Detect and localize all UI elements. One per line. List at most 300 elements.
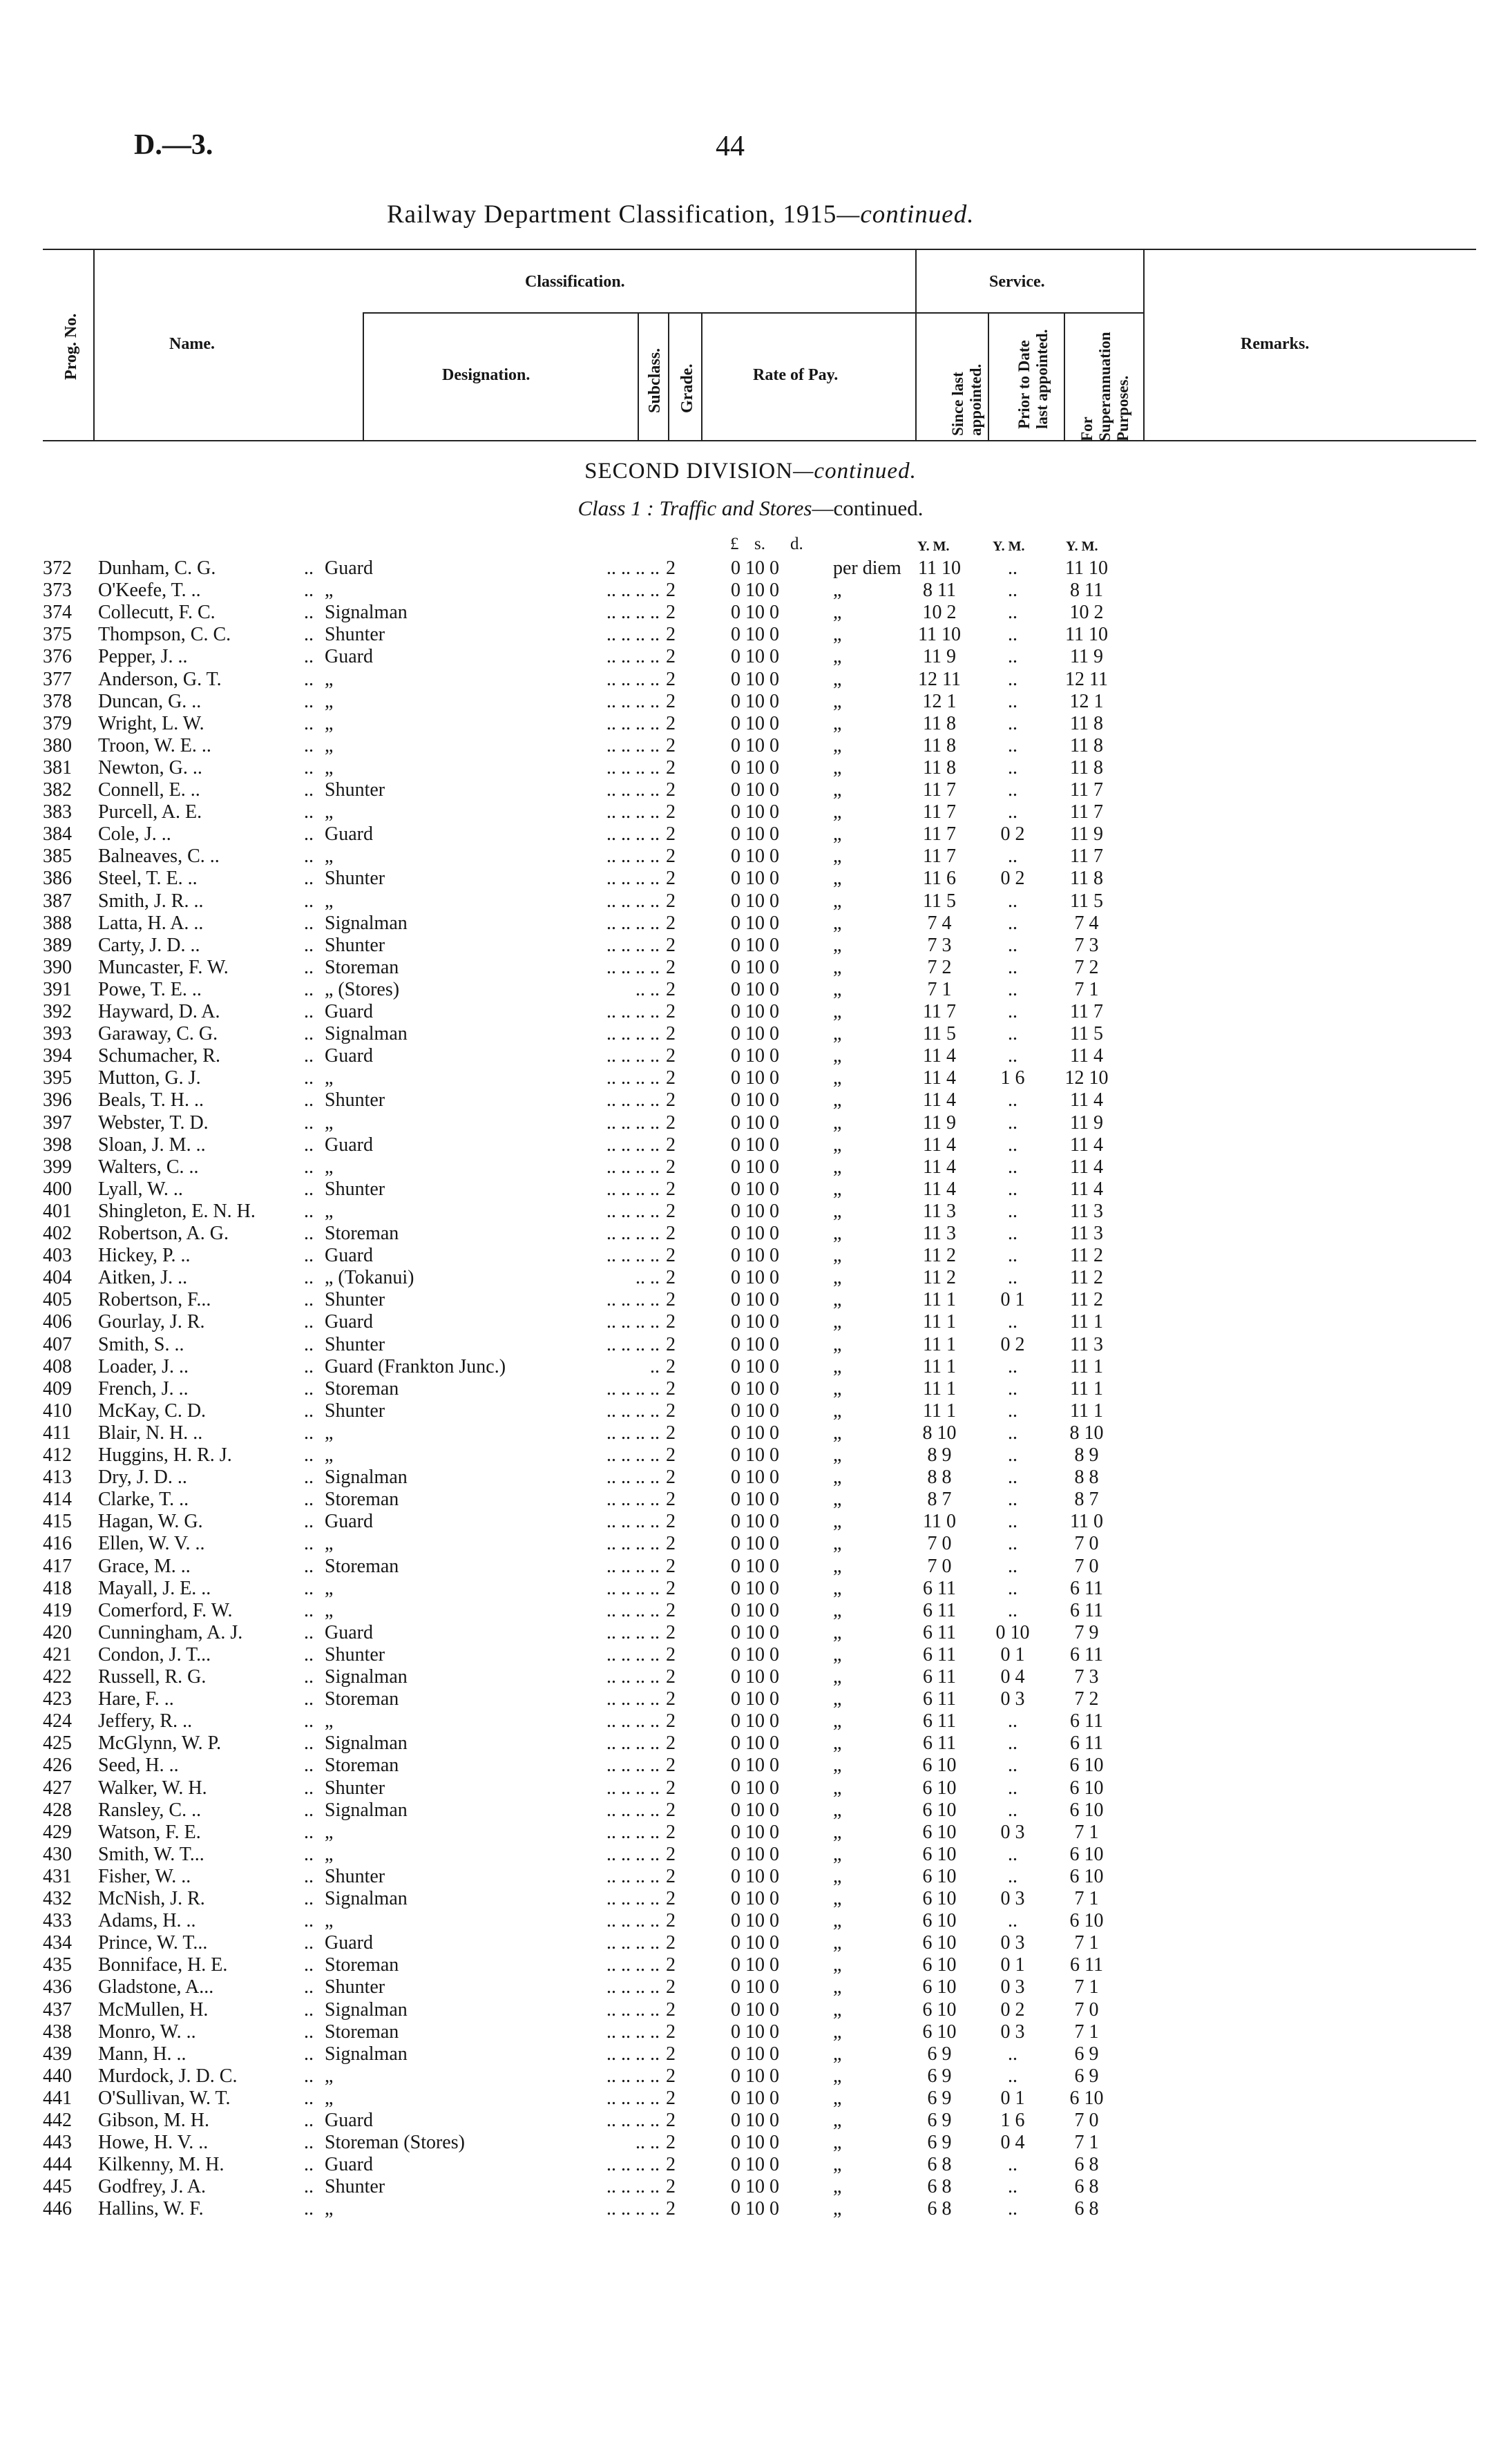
subclass: 2 [666,1556,676,1577]
header-bottom-rule [43,440,1476,441]
prior-service: .. [1008,1356,1017,1377]
prog-no: 392 [43,1001,72,1022]
document-id: D.—3. [134,129,213,161]
subclass: 2 [666,935,676,956]
subclass: 2 [666,1732,676,1754]
subclass: 2 [666,713,676,734]
employee-name: Huggins, H. R. J. [98,1444,232,1466]
table-row [0,801,1501,823]
superannuation-service: 8 9 [1074,1444,1099,1466]
subclass: 2 [666,2176,676,2197]
designation: Storeman [325,1223,399,1244]
rate-of-pay: 0 10 0 [731,1666,779,1688]
unit-pounds: £ [730,535,739,553]
superannuation-service: 7 1 [1074,1976,1099,1998]
superannuation-service: 11 7 [1070,1001,1103,1022]
prior-service: .. [1008,1178,1017,1200]
rate-of-pay: 0 10 0 [731,1001,779,1022]
subclass: 2 [666,1045,676,1067]
fill-dots: .. .. .. .. [606,1822,660,1843]
leader-dots: .. [304,1888,314,1909]
leader-dots: .. [304,1732,314,1754]
leader-dots: .. [304,957,314,978]
employee-name: Ransley, C. .. [98,1799,202,1821]
leader-dots: .. [304,1822,314,1843]
employee-name: Ellen, W. V. .. [98,1533,205,1554]
leader-dots: .. [304,935,314,956]
table-row [0,602,1501,624]
prior-service: .. [1008,1844,1017,1865]
rate-of-pay: 0 10 0 [731,1467,779,1488]
employee-name: Anderson, G. T. [98,669,222,690]
pay-period: „ [833,935,842,956]
rate-of-pay: 0 10 0 [731,580,779,601]
superannuation-service: 7 1 [1074,2132,1099,2153]
fill-dots: .. .. .. .. [606,1378,660,1400]
prog-no: 409 [43,1378,72,1400]
prog-no: 380 [43,735,72,756]
fill-dots: .. .. .. .. [606,1888,660,1909]
prog-no: 383 [43,801,72,823]
superannuation-service: 6 10 [1069,1910,1104,1931]
designation: Shunter [325,1777,385,1799]
prior-service: .. [1008,2154,1017,2175]
since-last-appointed: 7 0 [927,1556,952,1577]
pay-period: „ [833,1710,842,1732]
leader-dots: .. [304,1467,314,1488]
leader-dots: .. [304,1201,314,1222]
designation: Guard [325,823,373,845]
designation: „ [325,1600,334,1621]
designation: „ [325,1822,334,1843]
designation: Signalman [325,1732,408,1754]
since-last-appointed: 6 10 [922,1999,957,2021]
superannuation-service: 7 1 [1074,979,1099,1000]
subclass: 2 [666,1578,676,1599]
table-row [0,1156,1501,1178]
prior-service: 0 1 [1000,1644,1025,1665]
rate-of-pay: 0 10 0 [731,935,779,956]
designation: Guard [325,1932,373,1954]
subclass: 2 [666,2088,676,2109]
employee-name: Monro, W. .. [98,2021,196,2043]
rate-of-pay: 0 10 0 [731,1201,779,1222]
fill-dots: .. .. .. .. [606,1134,660,1156]
table-row [0,2021,1501,2043]
since-last-appointed: 11 1 [923,1400,956,1422]
pay-period: „ [833,1799,842,1821]
unit-shillings: s. [754,535,765,553]
prog-no: 410 [43,1400,72,1422]
superannuation-service: 11 4 [1070,1089,1103,1111]
superannuation-service: 11 9 [1070,823,1103,845]
leader-dots: .. [304,1311,314,1333]
table-row [0,1356,1501,1378]
pay-period: „ [833,1954,842,1976]
prog-no: 419 [43,1600,72,1621]
superannuation-service: 8 7 [1074,1489,1099,1510]
fill-dots: .. .. .. .. [606,1067,660,1089]
leader-dots: .. [304,1356,314,1377]
prior-service: .. [1008,1489,1017,1510]
rate-of-pay: 0 10 0 [731,1134,779,1156]
prog-no: 389 [43,935,72,956]
table-row [0,1422,1501,1444]
title-suffix: —continued. [836,200,975,229]
prior-service: .. [1008,1755,1017,1776]
since-last-appointed: 6 11 [923,1710,956,1732]
rate-of-pay: 0 10 0 [731,713,779,734]
superannuation-service: 6 8 [1074,2176,1099,2197]
rate-of-pay: 0 10 0 [731,1156,779,1178]
table-row [0,1289,1501,1311]
pay-period: „ [833,2021,842,2043]
subclass: 2 [666,1400,676,1422]
since-last-appointed: 11 6 [923,868,956,889]
table-row [0,1023,1501,1045]
leader-dots: .. [304,846,314,867]
fill-dots: .. .. .. .. [606,2198,660,2219]
superannuation-service: 11 5 [1070,1023,1103,1044]
designation: Guard [325,646,373,667]
subclass: 2 [666,646,676,667]
pay-period: „ [833,1134,842,1156]
rate-of-pay: 0 10 0 [731,1578,779,1599]
rate-of-pay: 0 10 0 [731,846,779,867]
table-row [0,1400,1501,1422]
table-row [0,1245,1501,1267]
leader-dots: .. [304,2154,314,2175]
prog-no: 401 [43,1201,72,1222]
table-row [0,935,1501,957]
pay-period: „ [833,1533,842,1554]
fill-dots: .. .. .. .. [606,1600,660,1621]
since-last-appointed: 11 0 [923,1511,956,1532]
leader-dots: .. [304,1932,314,1954]
table-row [0,2110,1501,2132]
prior-service: .. [1008,669,1017,690]
since-last-appointed: 6 9 [927,2132,952,2153]
table-row [0,1755,1501,1777]
prior-service: .. [1008,1156,1017,1178]
pay-period: „ [833,846,842,867]
pay-period: „ [833,1001,842,1022]
superannuation-service: 6 11 [1070,1600,1103,1621]
employee-name: Hallins, W. F. [98,2198,204,2219]
since-last-appointed: 6 11 [923,1688,956,1710]
leader-dots: .. [304,1666,314,1688]
subclass: 2 [666,2110,676,2131]
pay-period: „ [833,1201,842,1222]
designation: Shunter [325,624,385,645]
table-row [0,557,1501,580]
prior-service: .. [1008,1001,1017,1022]
rate-of-pay: 0 10 0 [731,1844,779,1865]
leader-dots: .. [304,868,314,889]
table-row [0,1067,1501,1089]
superannuation-service: 11 1 [1070,1400,1103,1422]
pay-period: „ [833,979,842,1000]
subclass: 2 [666,1954,676,1976]
prior-service: .. [1008,1467,1017,1488]
prog-no: 376 [43,646,72,667]
prior-service: .. [1008,2065,1017,2087]
leader-dots: .. [304,1289,314,1310]
fill-dots: .. .. .. .. [606,1422,660,1444]
employee-name: McKay, C. D. [98,1400,207,1422]
rate-of-pay: 0 10 0 [731,1600,779,1621]
prog-no: 442 [43,2110,72,2131]
employee-name: Blair, N. H. .. [98,1422,203,1444]
leader-dots: .. [304,602,314,623]
pay-period: „ [833,1178,842,1200]
table-row [0,1866,1501,1888]
fill-dots: .. .. .. .. [606,1910,660,1931]
subclass: 2 [666,846,676,867]
superannuation-service: 7 3 [1074,935,1099,956]
employee-name: Smith, S. .. [98,1334,184,1355]
designation: „ [325,735,334,756]
leader-dots: .. [304,1444,314,1466]
table-row [0,2176,1501,2198]
page-number: 44 [716,131,745,162]
designation: Shunter [325,1178,385,1200]
leader-dots: .. [304,1067,314,1089]
prior-service: .. [1008,1578,1017,1599]
leader-dots: .. [304,801,314,823]
fill-dots: .. .. .. .. [606,1201,660,1222]
table-row [0,2065,1501,2088]
employee-name: O'Keefe, T. .. [98,580,201,601]
superannuation-service: 6 10 [1069,1844,1104,1865]
superannuation-service: 11 4 [1070,1178,1103,1200]
table-row [0,1822,1501,1844]
leader-dots: .. [304,1533,314,1554]
pay-period: „ [833,1444,842,1466]
pay-period: „ [833,1777,842,1799]
rate-of-pay: 0 10 0 [731,1067,779,1089]
prog-no: 405 [43,1289,72,1310]
prog-no: 386 [43,868,72,889]
prior-service: .. [1008,1910,1017,1931]
subclass: 2 [666,1422,676,1444]
designation: „ [325,2198,334,2219]
employee-name: Carty, J. D. .. [98,935,200,956]
pay-period: „ [833,2198,842,2219]
prior-service: .. [1008,1245,1017,1266]
designation: „ [325,1067,334,1089]
subclass: 2 [666,1622,676,1643]
col-divider [1143,249,1145,440]
leader-dots: .. [304,1910,314,1931]
rate-of-pay: 0 10 0 [731,957,779,978]
rate-of-pay: 0 10 0 [731,1866,779,1887]
leader-dots: .. [304,1334,314,1355]
superannuation-service: 6 10 [1069,1866,1104,1887]
leader-dots: .. [304,913,314,934]
rate-of-pay: 0 10 0 [731,890,779,912]
table-row [0,1910,1501,1932]
employee-name: Russell, R. G. [98,1666,207,1688]
since-last-appointed: 6 10 [922,1954,957,1976]
subclass: 2 [666,691,676,712]
subclass: 2 [666,557,676,579]
header-top-rule [43,249,1476,250]
designation: Guard [325,2154,373,2175]
since-last-appointed: 11 7 [923,801,956,823]
employee-name: Hayward, D. A. [98,1001,220,1022]
subclass: 2 [666,979,676,1000]
prog-no: 385 [43,846,72,867]
since-last-appointed: 11 7 [923,1001,956,1022]
prog-no: 444 [43,2154,72,2175]
table-row [0,1467,1501,1489]
employee-name: Schumacher, R. [98,1045,220,1067]
fill-dots: .. .. .. .. [606,1289,660,1310]
since-last-appointed: 11 10 [918,557,961,579]
rate-of-pay: 0 10 0 [731,1356,779,1377]
prog-no: 375 [43,624,72,645]
subclass: 2 [666,1067,676,1089]
fill-dots: .. .. .. .. [606,957,660,978]
fill-dots: .. .. .. .. [606,1666,660,1688]
superannuation-service: 6 8 [1074,2198,1099,2219]
table-row [0,1600,1501,1622]
pay-period: „ [833,1378,842,1400]
superannuation-service: 6 11 [1070,1710,1103,1732]
subclass: 2 [666,1201,676,1222]
superannuation-service: 11 9 [1070,1112,1103,1134]
fill-dots: .. .. .. .. [606,2110,660,2131]
table-row [0,1223,1501,1245]
employee-name: Hagan, W. G. [98,1511,203,1532]
superannuation-service: 12 11 [1065,669,1108,690]
employee-name: Collecutt, F. C. [98,602,216,623]
superannuation-service: 11 7 [1070,846,1103,867]
leader-dots: .. [304,779,314,801]
since-last-appointed: 6 10 [922,1822,957,1843]
employee-name: Mutton, G. J. [98,1067,201,1089]
prog-no: 379 [43,713,72,734]
pay-period: „ [833,957,842,978]
prior-service: .. [1008,846,1017,867]
employee-name: Bonniface, H. E. [98,1954,228,1976]
superannuation-service: 7 9 [1074,1622,1099,1643]
division-title [0,459,1501,484]
superannuation-service: 6 8 [1074,2154,1099,2175]
subclass: 2 [666,1134,676,1156]
prior-service: .. [1008,1556,1017,1577]
table-row [0,580,1501,602]
pay-period: „ [833,1067,842,1089]
subclass: 2 [666,1976,676,1998]
rate-of-pay: 0 10 0 [731,823,779,845]
pay-period: „ [833,1976,842,1998]
subclass: 2 [666,1910,676,1931]
fill-dots: .. .. .. .. [606,1334,660,1355]
rate-of-pay: 0 10 0 [731,1954,779,1976]
rate-of-pay: 0 10 0 [731,1089,779,1111]
subclass: 2 [666,1245,676,1266]
designation: Guard (Frankton Junc.) [325,1356,506,1377]
superannuation-service: 11 4 [1070,1156,1103,1178]
col-divider [1064,312,1065,440]
leader-dots: .. [304,691,314,712]
leader-dots: .. [304,1799,314,1821]
superannuation-service: 7 3 [1074,1666,1099,1688]
rate-of-pay: 0 10 0 [731,2043,779,2065]
prog-no: 373 [43,580,72,601]
since-last-appointed: 11 1 [923,1378,956,1400]
superannuation-service: 11 8 [1070,868,1103,889]
subclass: 2 [666,1378,676,1400]
since-last-appointed: 11 7 [923,846,956,867]
employee-name: Godfrey, J. A. [98,2176,207,2197]
pay-period: „ [833,1311,842,1333]
table-row [0,1378,1501,1400]
designation: Signalman [325,2043,408,2065]
pay-period: „ [833,2065,842,2087]
designation: Signalman [325,1666,408,1688]
table-row [0,1311,1501,1333]
subclass: 2 [666,1866,676,1887]
subclass: 2 [666,1755,676,1776]
prog-no: 436 [43,1976,72,1998]
prior-service: 0 2 [1000,823,1025,845]
superannuation-service: 11 0 [1070,1511,1103,1532]
since-last-appointed: 6 10 [922,2021,957,2043]
col-divider [701,312,702,440]
rate-of-pay: 0 10 0 [731,2110,779,2131]
title-text: Railway Department Classification, 1915 [387,200,837,229]
subclass: 2 [666,1223,676,1244]
prior-service: .. [1008,1400,1017,1422]
prior-service: .. [1008,580,1017,601]
subclass: 2 [666,2132,676,2153]
superannuation-service: 12 10 [1064,1067,1109,1089]
leader-dots: .. [304,1023,314,1044]
subclass: 2 [666,2065,676,2087]
fill-dots: .. .. .. .. [606,2176,660,2197]
fill-dots: .. .. .. .. [606,1444,660,1466]
pay-period: „ [833,1556,842,1577]
rate-of-pay: 0 10 0 [731,1622,779,1643]
rate-of-pay: 0 10 0 [731,1400,779,1422]
pay-period: „ [833,890,842,912]
since-last-appointed: 6 10 [922,1777,957,1799]
employee-name: Howe, H. V. .. [98,2132,209,2153]
header-classification: Classification. [525,273,625,291]
prog-no: 398 [43,1134,72,1156]
fill-dots: .. .. .. .. [606,868,660,889]
prog-no: 428 [43,1799,72,1821]
rate-of-pay: 0 10 0 [731,1489,779,1510]
employee-name: Powe, T. E. .. [98,979,202,1000]
pay-period: „ [833,823,842,845]
prior-service: .. [1008,713,1017,734]
prog-no: 429 [43,1822,72,1843]
since-last-appointed: 8 10 [922,1422,957,1444]
pay-period: „ [833,2088,842,2109]
pay-period: „ [833,1245,842,1266]
superannuation-service: 11 1 [1070,1356,1103,1377]
employee-name: Mayall, J. E. .. [98,1578,211,1599]
prog-no: 426 [43,1755,72,1776]
fill-dots: .. .. .. .. [606,1954,660,1976]
rate-of-pay: 0 10 0 [731,1732,779,1754]
prog-no: 414 [43,1489,72,1510]
pay-period: „ [833,602,842,623]
